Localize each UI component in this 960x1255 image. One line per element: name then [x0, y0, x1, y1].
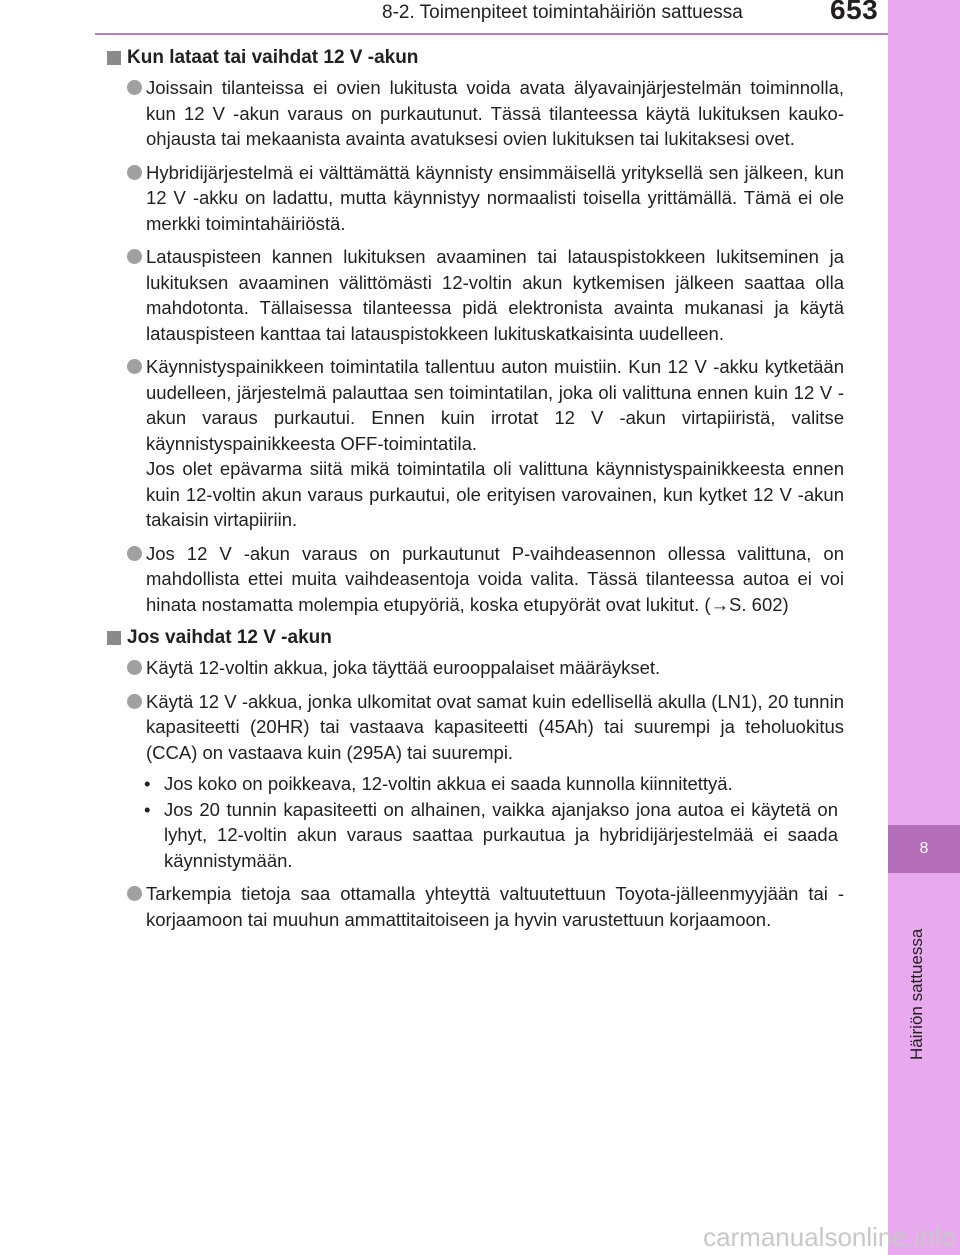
bullet-text: Käynnistyspainikkeen toimintatila tallentuu auton muistiin. Kun 12 V -akku kytketään uudelleen, järjestelmä palauttaa sen toimintatilan, joka oli valittuna ennen kuin 12 V -akun varaus purkautui. Ennen kuin irrotat 12 V -akun virtapiiristä, valitse käynnistyspainikkeesta OFF-toimintatila. — [146, 356, 844, 454]
bullet-item — [102, 881, 844, 932]
sub-bullet-marker: • — [144, 798, 151, 820]
circle-bullet-icon — [127, 694, 142, 709]
circle-bullet-icon — [127, 546, 142, 561]
bullet-item — [102, 689, 844, 766]
bullet-item — [102, 160, 844, 237]
bullet-item — [102, 75, 844, 152]
sub-list-item — [102, 771, 838, 797]
bullet-text: Jos olet epävarma siitä mikä toimintatila oli valittuna käynnistyspainikkeesta ennen kuin 12-voltin akun varaus purkautui, ole erityisen varovainen, kun kytket 12 V -akun takaisin virtapiiriin. — [146, 458, 844, 530]
bullet-text: Tarkempia tietoja saa ottamalla yhteyttä valtuutettuun Toyota-jälleenmyyjään tai -korjaamoon tai muuhun ammattitaitoiseen ja hyvin varustettuun korjaamoon. — [146, 883, 844, 930]
bullet-text: Joissain tilanteissa ei ovien lukitusta voida avata älyavainjärjestelmän toiminnolla, kun 12 V -akun varaus on purkautunut. Tässä tilanteessa käytä lukituksen kauko-ohjausta tai mekaanista avainta avatuksesi ovien lukituksen tai lukitaksesi ovet. — [146, 77, 844, 149]
circle-bullet-icon — [127, 660, 142, 675]
section-heading-text: Kun lataat tai vaihdat 12 V -akun — [127, 47, 419, 68]
sub-list-text: Jos 20 tunnin kapasiteetti on alhainen, vaikka ajanjakso jona autoa ei käytetä on lyhyt, 12-voltin akun varaus saattaa purkautua ja hybridijärjestelmää ei saada käynnistymään. — [164, 798, 838, 871]
circle-bullet-icon — [127, 249, 142, 264]
circle-bullet-icon — [127, 80, 142, 95]
sub-bullet-marker: • — [144, 773, 151, 794]
bullet-item — [102, 244, 844, 346]
section-heading — [102, 45, 844, 71]
section-heading — [102, 625, 844, 651]
square-bullet-icon — [107, 51, 121, 65]
bullet-item — [102, 354, 844, 533]
watermark-text: carmanualsonline.info — [703, 1222, 956, 1252]
bullet-text: Latauspisteen kannen lukituksen avaaminen tai latauspistokkeen lukitseminen ja lukituksen avaaminen välittömästi 12-voltin akun kytkemisen jälkeen saattaa olla mahdotonta. Tällaisessa tilanteessa pidä elektronista avainta mukanasi ja käytä latauspisteen kanttaa tai latauspistokkeen lukituskatkaisinta uudelleen. — [146, 246, 844, 344]
circle-bullet-icon — [127, 359, 142, 374]
chapter-side-tab — [888, 0, 960, 1255]
bullet-text: Käytä 12 V -akkua, jonka ulkomitat ovat samat kuin edellisellä akulla (LN1), 20 tunnin kapasiteetti (20HR) tai vastaava kapasiteetti (45Ah) tai suurempi ja teholuokitus (CCA) on vastaava kuin (295A) tai suurempi. — [146, 690, 844, 763]
bullet-text: Jos 12 V -akun varaus on purkautunut P-vaihdeasennon ollessa valittuna, on mahdollista ettei muita vaihdeasentoja voida valita. Tässä tilanteessa autoa ei voi hinata nostamatta molempia etupyöriä, koska etupyörät ovat lukitut. (→S. 602) — [146, 542, 844, 615]
header-section-title: 8-2. Toimenpiteet toimintahäiriön sattuessa — [382, 2, 743, 23]
bullet-text: Käytä 12-voltin akkua, joka täyttää eurooppalaiset määräykset. — [146, 657, 661, 678]
sub-list-item — [102, 797, 838, 874]
section-heading-text: Jos vaihdat 12 V -akun — [127, 627, 332, 648]
bullet-text: Hybridijärjestelmä ei välttämättä käynnisty ensimmäisellä yrityksellä sen jälkeen, kun 12 V -akku on ladattu, mutta käynnistyy normaalisti toisella yrittämällä. Tämä ei ole merkki toimintahäiriöstä. — [146, 161, 844, 234]
bullet-item — [102, 541, 844, 618]
page-content — [102, 45, 844, 940]
header-divider — [95, 33, 888, 35]
square-bullet-icon — [107, 631, 121, 645]
bullet-item — [102, 655, 844, 681]
page-number: 653 — [830, 0, 879, 25]
circle-bullet-icon — [127, 886, 142, 901]
sub-list — [102, 771, 844, 873]
circle-bullet-icon — [127, 165, 142, 180]
chapter-number-box: 8 — [888, 825, 960, 873]
chapter-title: Häiriön sattuessa — [907, 928, 926, 1060]
sub-list-text: Jos koko on poikkeava, 12-voltin akkua ei saada kunnolla kiinnitettyä. — [164, 773, 733, 794]
